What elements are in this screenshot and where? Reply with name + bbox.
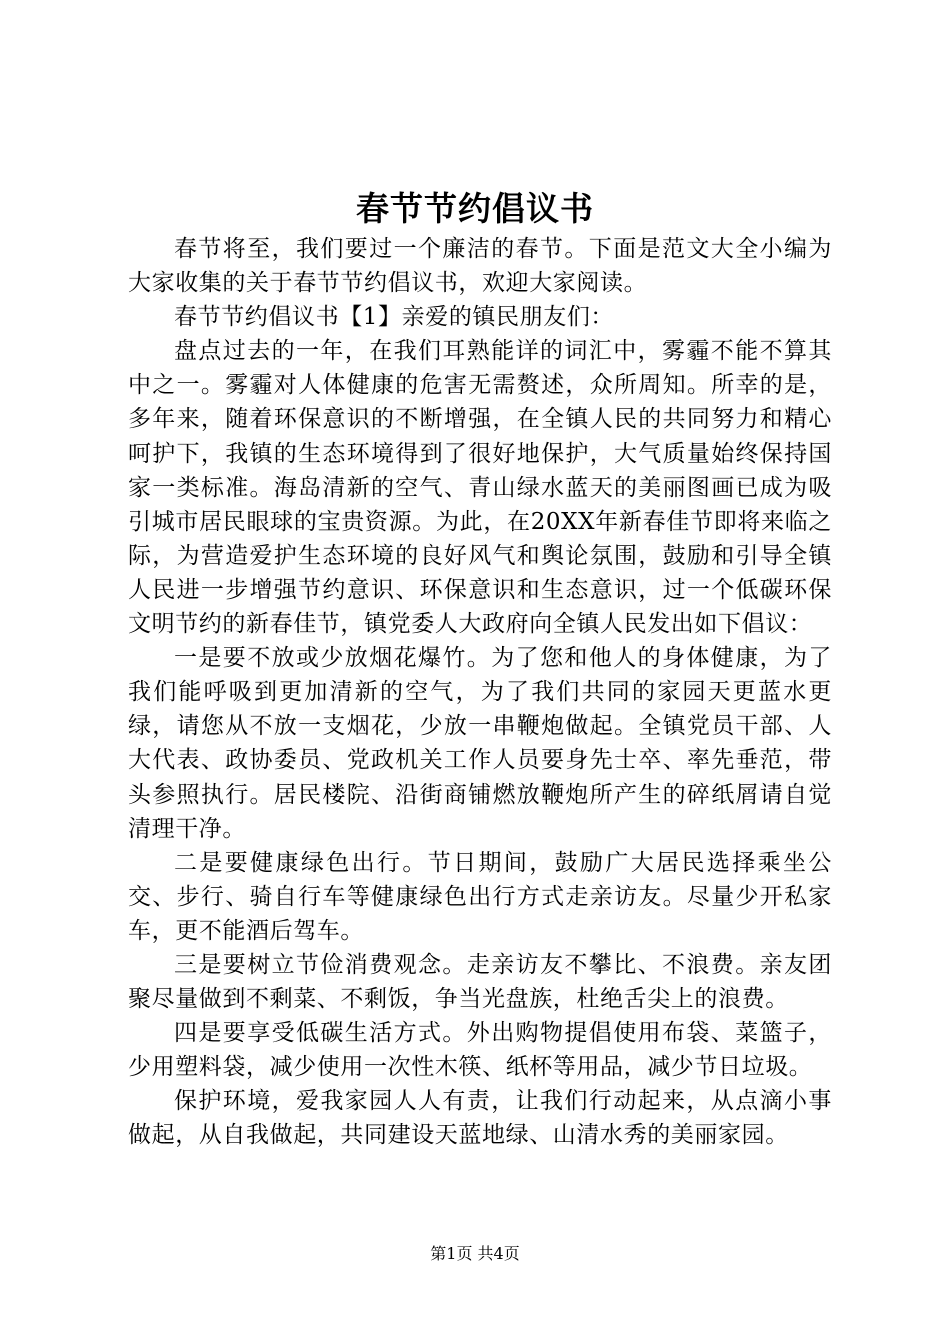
document-title: 春节节约倡议书 <box>356 189 594 228</box>
proposal-paragraph-4: 四是要享受低碳生活方式。外出购物提倡使用布袋、菜篮子，少用塑料袋，减少使用一次性木筷、纸杯等用品，减少节日垃圾。 <box>128 1020 832 1081</box>
proposal-paragraph-3: 三是要树立节俭消费观念。走亲访友不攀比、不浪费。亲友团聚尽量做到不剩菜、不剩饭，争当光盘族，杜绝舌尖上的浪费。 <box>128 951 832 1013</box>
proposal-paragraph-1: 一是要不放或少放烟花爆竹。为了您和他人的身体健康，为了我们能呼吸到更加清新的空气，为了我们共同的家园天更蓝水更绿，请您从不放一支烟花，少放一串鞭炮做起。全镇党员干部、人大代表、政协委员、党政机关工作人员要身先士卒、率先垂范，带头参照执行。居民楼院、沿街商铺燃放鞭炮所产生的碎纸屑请自觉清理干净。 <box>128 645 832 842</box>
intro-paragraph: 春节将至，我们要过一个廉洁的春节。下面是范文大全小编为大家收集的关于春节节约倡议书，欢迎大家阅读。 <box>128 236 832 297</box>
section-heading-salutation: 春节节约倡议书【1】亲爱的镇民朋友们： <box>174 304 615 331</box>
body-paragraph: 盘点过去的一年，在我们耳熟能详的词汇中，雾霾不能不算其中之一。雾霾对人体健康的危害无需赘述，众所周知。所幸的是，多年来，随着环保意识的不断增强，在全镇人民的共同努力和精心呵护下，我镇的生态环境得到了很好地保护，大气质量始终保持国家一类标准。海岛清新的空气、青山绿水蓝天的美丽图画已成为吸引城市居民眼球的宝贵资源。为此，在20XX年新春佳节即将来临之际，为营造爱护生态环境的良好风气和舆论氛围，鼓励和引导全镇人民进一步增强节约意识、环保意识和生态意识，过一个低碳环保文明节约的新春佳节，镇党委人大政府向全镇人民发出如下倡议： <box>128 338 832 638</box>
document-body <box>128 232 832 1153</box>
closing-paragraph: 保护环境，爱我家园人人有责，让我们行动起来，从点滴小事做起，从自我做起，共同建设天蓝地绿、山清水秀的美丽家园。 <box>128 1088 832 1149</box>
page-number-footer: 第1页 共4页 <box>430 1244 520 1263</box>
proposal-paragraph-2: 二是要健康绿色出行。节日期间，鼓励广大居民选择乘坐公交、步行、骑自行车等健康绿色出行方式走亲访友。尽量少开私家车，更不能酒后驾车。 <box>128 849 832 944</box>
